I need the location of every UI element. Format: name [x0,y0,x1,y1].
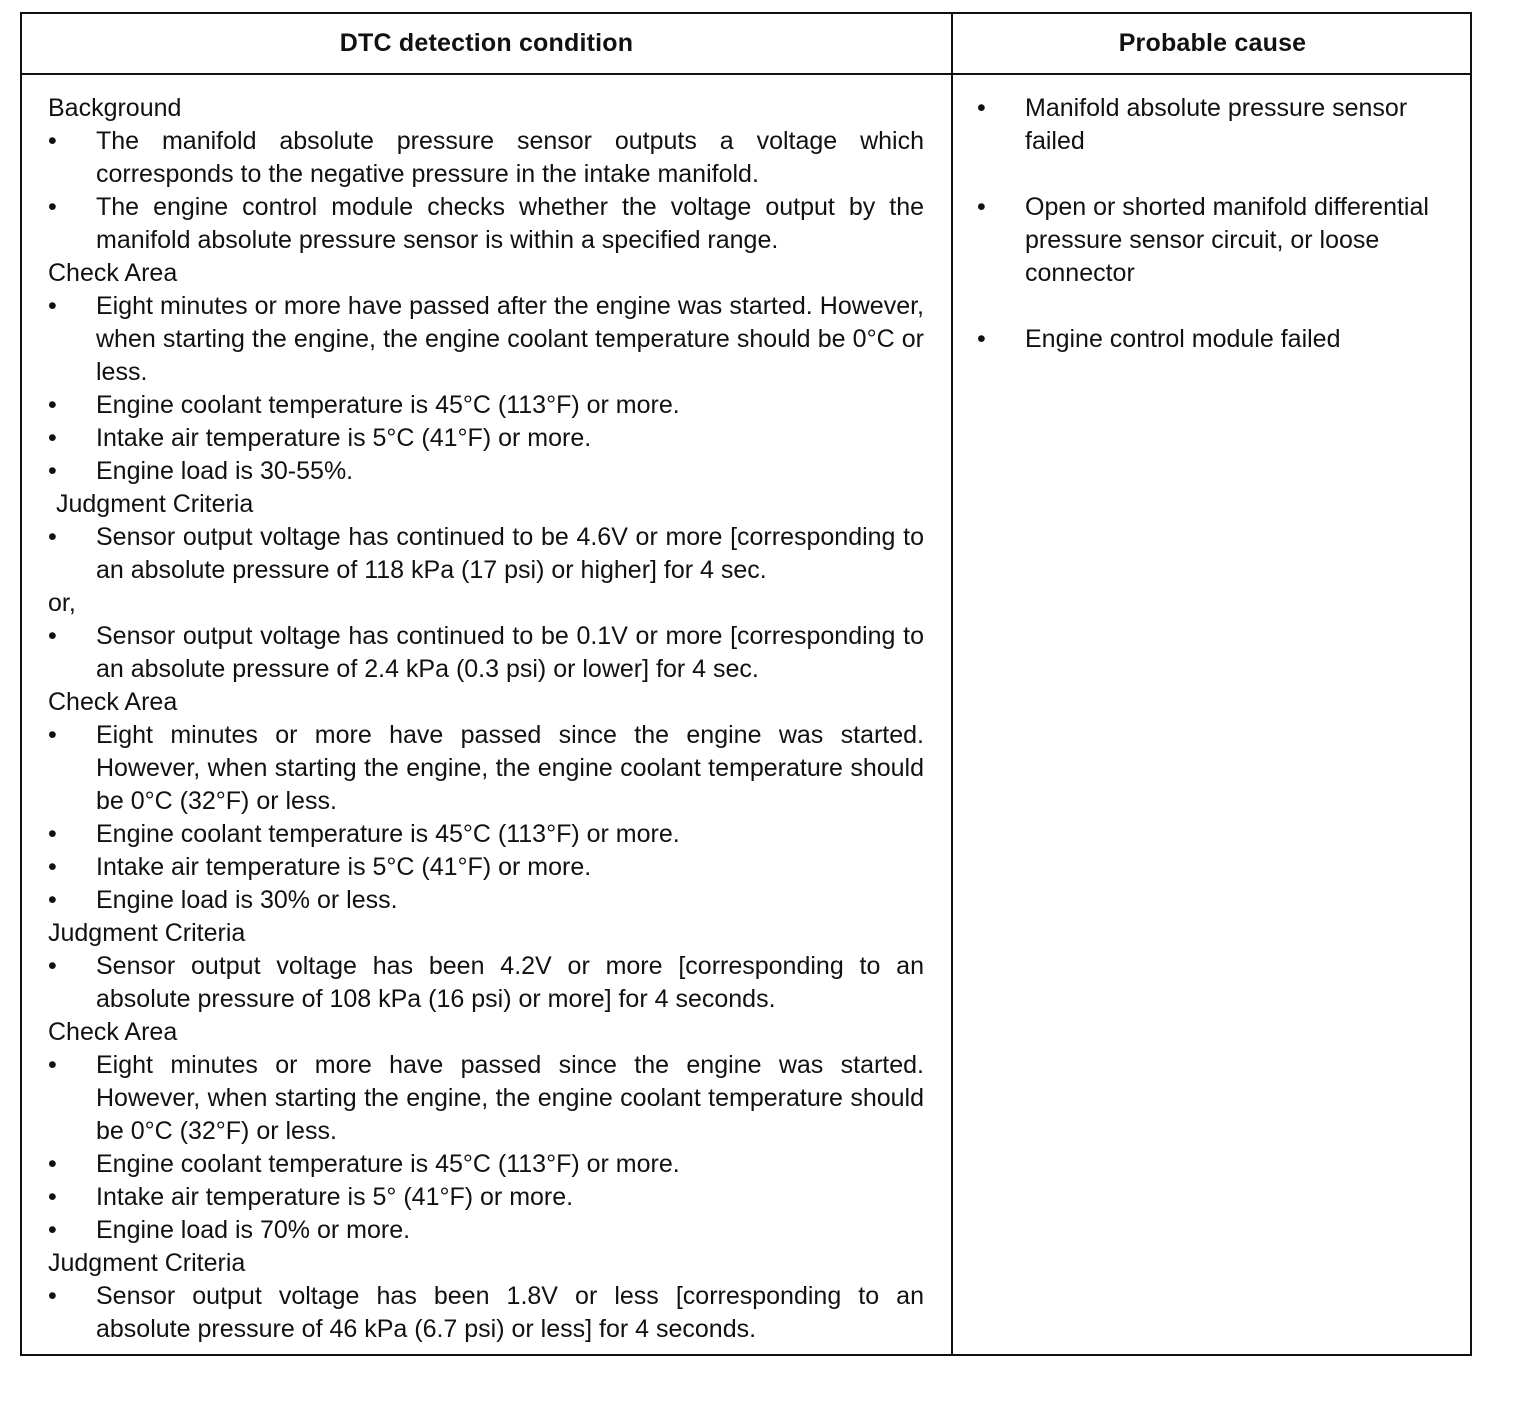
bullet-glyph: • [48,193,57,221]
bullet-glyph: • [48,523,57,551]
detection-bullet-text: Sensor output voltage has been 4.2V or more [corresponding to an absolute pressure of 108 kPa (16 psi) or more] for 4 seconds. [96,952,924,1013]
detection-condition-cell [48,92,924,1346]
header-dtc-detection-condition: DTC detection condition [339,29,634,57]
cause-bullet-item [977,92,1457,158]
detection-bullet-text: Sensor output voltage has continued to be 4.6V or more [corresponding to an absolute pressure of 118 kPa (17 psi) or higher] for 4 sec. [96,523,924,584]
detection-bullet-item [48,290,924,389]
detection-bullet-text: Sensor output voltage has continued to be 0.1V or more [corresponding to an absolute pressure of 2.4 kPa (0.3 psi) or lower] for 4 sec. [96,622,924,683]
detection-bullet-text: The manifold absolute pressure sensor outputs a voltage which corresponds to the negative pressure in the intake manifold. [96,127,924,188]
section-heading: Check Area [48,259,178,287]
detection-bullet-item [48,422,924,455]
detection-bullet-item [48,455,924,488]
detection-bullet-item [48,950,924,1016]
section-heading: Judgment Criteria [48,1249,246,1277]
bullet-glyph: • [48,952,57,980]
detection-bullet-text: Eight minutes or more have passed since the engine was started. However, when starting the engine, the engine coolant temperature should be 0°C (32°F) or less. [96,1051,924,1145]
detection-bullet-item [48,818,924,851]
section-heading: Judgment Criteria [56,490,254,518]
bullet-glyph: • [48,127,57,155]
bullet-glyph: • [48,853,57,881]
detection-bullet-item [48,1280,924,1346]
detection-bullet-text: Sensor output voltage has been 1.8V or less [corresponding to an absolute pressure of 46 kPa (6.7 psi) or less] for 4 seconds. [96,1282,924,1343]
detection-bullet-text: Engine coolant temperature is 45°C (113°F) or more. [96,1150,680,1178]
detection-bullet-item [48,719,924,818]
detection-bullet-item [48,125,924,191]
detection-bullet-item [48,884,924,917]
detection-bullet-item [48,851,924,884]
dtc-table [20,12,1472,1356]
bullet-glyph: • [977,325,986,353]
detection-bullet-item [48,1214,924,1247]
section-heading: Check Area [48,688,178,716]
detection-bullet-text: Engine coolant temperature is 45°C (113°F) or more. [96,820,680,848]
bullet-glyph: • [977,193,986,221]
bullet-glyph: • [48,292,57,320]
bullet-glyph: • [48,622,57,650]
cause-bullet-item [977,323,1457,356]
detection-bullet-item [48,1148,924,1181]
cause-bullet-text: Open or shorted manifold differential pressure sensor circuit, or loose connector [1025,193,1429,287]
section-heading: Judgment Criteria [48,919,246,947]
detection-bullet-text: The engine control module checks whether the voltage output by the manifold absolute pressure sensor is within a specified range. [96,193,924,254]
bullet-glyph: • [48,457,57,485]
bullet-glyph: • [48,1282,57,1310]
bullet-glyph: • [48,391,57,419]
detection-bullet-item [48,1049,924,1148]
detection-bullet-text: Engine load is 30-55%. [96,457,354,485]
section-heading: Background [48,94,182,122]
bullet-glyph: • [48,820,57,848]
cause-bullet-item [977,191,1457,290]
detection-bullet-item [48,389,924,422]
connector-text: or, [48,589,76,617]
bullet-glyph: • [977,94,986,122]
detection-bullet-item [48,191,924,257]
detection-bullet-item [48,620,924,686]
detection-bullet-text: Intake air temperature is 5°C (41°F) or more. [96,853,592,881]
detection-bullet-text: Engine load is 30% or less. [96,886,398,914]
detection-bullet-item [48,521,924,587]
header-probable-cause: Probable cause [1118,29,1307,57]
detection-bullet-text: Engine coolant temperature is 45°C (113°F) or more. [96,391,680,419]
cause-bullet-text: Manifold absolute pressure sensor failed [1025,94,1408,155]
bullet-glyph: • [48,1183,57,1211]
detection-bullet-text: Eight minutes or more have passed after the engine was started. However, when starting the engine, the engine coolant temperature should be 0°C or less. [96,292,924,386]
detection-bullet-item [48,1181,924,1214]
bullet-glyph: • [48,721,57,749]
bullet-glyph: • [48,886,57,914]
detection-bullet-text: Eight minutes or more have passed since the engine was started. However, when starting the engine, the engine coolant temperature should be 0°C (32°F) or less. [96,721,924,815]
detection-bullet-text: Intake air temperature is 5° (41°F) or more. [96,1183,574,1211]
detection-bullet-text: Intake air temperature is 5°C (41°F) or more. [96,424,592,452]
table-header-row [22,14,1470,75]
detection-bullet-text: Engine load is 70% or more. [96,1216,411,1244]
cause-bullet-text: Engine control module failed [1025,325,1341,353]
bullet-glyph: • [48,1150,57,1178]
probable-cause-cell [977,92,1457,356]
bullet-glyph: • [48,1216,57,1244]
bullet-glyph: • [48,424,57,452]
section-heading: Check Area [48,1018,178,1046]
bullet-glyph: • [48,1051,57,1079]
column-divider [951,14,953,1354]
